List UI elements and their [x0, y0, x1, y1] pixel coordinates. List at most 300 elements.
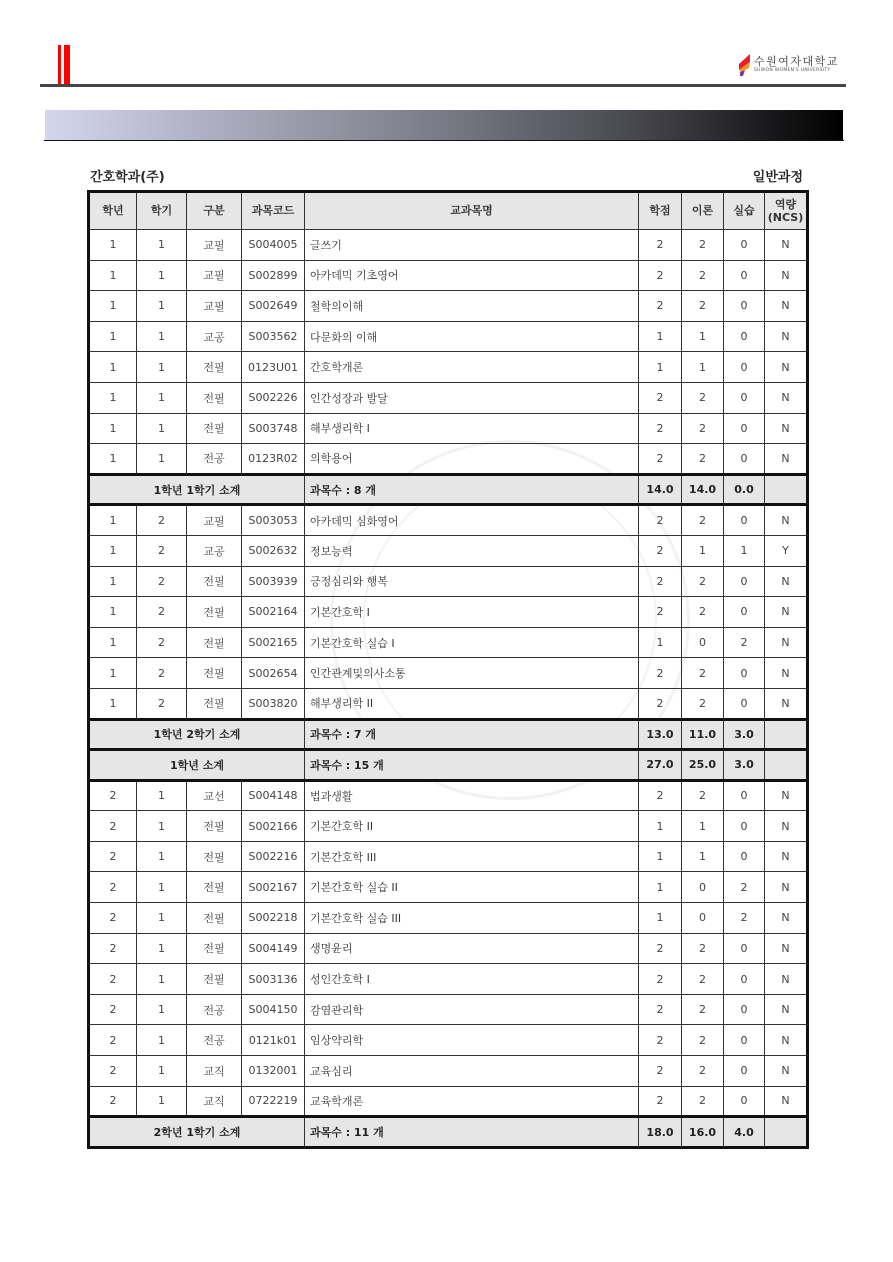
subtotal-label: 1학년 2학기 소계: [89, 719, 305, 750]
cell-year: 2: [89, 1056, 137, 1087]
cell-theory: 2: [682, 1025, 724, 1056]
course-row: [89, 566, 808, 597]
cell-semester: 2: [137, 535, 187, 566]
cell-practice: 2: [724, 903, 765, 934]
cell-category: 전공: [187, 1025, 242, 1056]
cell-theory: 2: [682, 597, 724, 628]
course-row: [89, 382, 808, 413]
cell-theory: 2: [682, 964, 724, 995]
cell-code: S002166: [242, 811, 305, 842]
accent-bar-left: [58, 45, 61, 85]
cell-year: 1: [89, 260, 137, 291]
ncs-label-line2: (NCS): [767, 211, 804, 224]
cell-category: 전필: [187, 627, 242, 658]
cell-theory: 2: [682, 230, 724, 261]
subtotal-label: 2학년 1학기 소계: [89, 1117, 305, 1148]
course-row: [89, 688, 808, 719]
cell-course-name: 철학의이해: [305, 291, 639, 322]
cell-category: 전필: [187, 933, 242, 964]
cell-credits: 2: [639, 658, 682, 689]
cell-ncs: N: [765, 505, 808, 536]
cell-ncs: N: [765, 382, 808, 413]
cell-code: 0123R02: [242, 444, 305, 475]
ncs-label-line1: 역량: [774, 197, 797, 211]
department-title: 간호학과(주): [90, 170, 165, 185]
logo-name-en: SUWON WOMEN'S UNIVERSITY: [754, 68, 831, 73]
cell-semester: 1: [137, 811, 187, 842]
cell-semester: 2: [137, 627, 187, 658]
cell-course-name: 의학용어: [305, 444, 639, 475]
subtotal-course-count: 과목수 : 7 개: [305, 719, 639, 750]
course-row: [89, 260, 808, 291]
cell-semester: 1: [137, 321, 187, 352]
col-header-category: 구분: [187, 192, 242, 230]
cell-ncs: N: [765, 964, 808, 995]
cell-code: S004150: [242, 994, 305, 1025]
cell-semester: 1: [137, 994, 187, 1025]
cell-semester: 1: [137, 444, 187, 475]
cell-semester: 2: [137, 505, 187, 536]
col-header-credits: 학점: [639, 192, 682, 230]
subtotal-practice: 3.0: [724, 750, 765, 781]
cell-category: 전필: [187, 841, 242, 872]
cell-practice: 0: [724, 964, 765, 995]
cell-credits: 2: [639, 260, 682, 291]
cell-ncs: N: [765, 260, 808, 291]
col-header-theory: 이론: [682, 192, 724, 230]
cell-code: S004005: [242, 230, 305, 261]
cell-practice: 0: [724, 841, 765, 872]
subtotal-practice: 3.0: [724, 719, 765, 750]
cell-ncs: N: [765, 933, 808, 964]
cell-category: 교직: [187, 1086, 242, 1117]
cell-year: 2: [89, 811, 137, 842]
cell-semester: 1: [137, 872, 187, 903]
cell-credits: 1: [639, 841, 682, 872]
cell-practice: 0: [724, 811, 765, 842]
cell-year: 2: [89, 872, 137, 903]
cell-course-name: 기본간호학 I: [305, 597, 639, 628]
col-header-code: 과목코드: [242, 192, 305, 230]
cell-course-name: 기본간호학 II: [305, 811, 639, 842]
cell-practice: 0: [724, 1086, 765, 1117]
cell-practice: 0: [724, 994, 765, 1025]
title-banner: [45, 110, 843, 140]
cell-course-name: 기본간호학 III: [305, 841, 639, 872]
cell-course-name: 긍정심리와 행복: [305, 566, 639, 597]
col-header-semester: 학기: [137, 192, 187, 230]
course-row: [89, 321, 808, 352]
cell-semester: 2: [137, 658, 187, 689]
cell-year: 1: [89, 352, 137, 383]
accent-bar-right: [64, 45, 70, 85]
cell-course-name: 해부생리학 II: [305, 688, 639, 719]
cell-semester: 1: [137, 260, 187, 291]
cell-year: 2: [89, 780, 137, 811]
cell-code: S003562: [242, 321, 305, 352]
subtotal-row: [89, 1117, 808, 1148]
cell-semester: 1: [137, 964, 187, 995]
cell-semester: 1: [137, 841, 187, 872]
cell-category: 교필: [187, 291, 242, 322]
cell-ncs: Y: [765, 535, 808, 566]
cell-ncs: N: [765, 627, 808, 658]
col-header-ncs: [765, 192, 808, 230]
cell-year: 1: [89, 321, 137, 352]
cell-credits: 2: [639, 1086, 682, 1117]
cell-theory: 1: [682, 811, 724, 842]
cell-practice: 1: [724, 535, 765, 566]
course-row: [89, 780, 808, 811]
cell-practice: 2: [724, 627, 765, 658]
cell-category: 전공: [187, 444, 242, 475]
cell-credits: 2: [639, 535, 682, 566]
cell-credits: 1: [639, 352, 682, 383]
cell-category: 전필: [187, 413, 242, 444]
cell-credits: 2: [639, 597, 682, 628]
cell-category: 전필: [187, 597, 242, 628]
cell-ncs: N: [765, 597, 808, 628]
cell-ncs: N: [765, 658, 808, 689]
cell-code: S002216: [242, 841, 305, 872]
cell-credits: 1: [639, 811, 682, 842]
cell-semester: 1: [137, 1086, 187, 1117]
cell-theory: 1: [682, 535, 724, 566]
table-header-row: [89, 192, 808, 230]
cell-credits: 2: [639, 382, 682, 413]
cell-code: S002167: [242, 872, 305, 903]
cell-semester: 1: [137, 291, 187, 322]
cell-semester: 1: [137, 1025, 187, 1056]
cell-code: S003820: [242, 688, 305, 719]
cell-ncs: N: [765, 780, 808, 811]
cell-category: 교필: [187, 230, 242, 261]
cell-credits: 2: [639, 688, 682, 719]
cell-credits: 2: [639, 1056, 682, 1087]
course-row: [89, 964, 808, 995]
cell-theory: 2: [682, 505, 724, 536]
cell-theory: 2: [682, 994, 724, 1025]
cell-practice: 0: [724, 230, 765, 261]
cell-credits: 2: [639, 994, 682, 1025]
cell-theory: 2: [682, 688, 724, 719]
subtotal-theory: 25.0: [682, 750, 724, 781]
cell-course-name: 성인간호학 I: [305, 964, 639, 995]
banner-rule: [44, 140, 844, 141]
cell-category: 교선: [187, 780, 242, 811]
cell-course-name: 법과생활: [305, 780, 639, 811]
cell-ncs: N: [765, 688, 808, 719]
cell-year: 1: [89, 688, 137, 719]
cell-practice: 0: [724, 780, 765, 811]
subtotal-course-count: 과목수 : 11 개: [305, 1117, 639, 1148]
cell-code: S002165: [242, 627, 305, 658]
cell-ncs: N: [765, 291, 808, 322]
cell-practice: 0: [724, 382, 765, 413]
cell-credits: 1: [639, 627, 682, 658]
cell-semester: 1: [137, 933, 187, 964]
cell-credits: 2: [639, 964, 682, 995]
cell-practice: 0: [724, 321, 765, 352]
cell-ncs: N: [765, 1086, 808, 1117]
cell-category: 교직: [187, 1056, 242, 1087]
cell-semester: 2: [137, 566, 187, 597]
cell-code: S002632: [242, 535, 305, 566]
subtotal-row: [89, 750, 808, 781]
cell-year: 1: [89, 444, 137, 475]
course-row: [89, 1056, 808, 1087]
cell-year: 1: [89, 627, 137, 658]
course-row: [89, 903, 808, 934]
cell-course-name: 기본간호학 실습 II: [305, 872, 639, 903]
cell-ncs: N: [765, 352, 808, 383]
cell-practice: 0: [724, 658, 765, 689]
cell-course-name: 인간관계및의사소통: [305, 658, 639, 689]
cell-year: 1: [89, 230, 137, 261]
subtotal-ncs: [765, 1117, 808, 1148]
cell-year: 2: [89, 1025, 137, 1056]
cell-code: S004148: [242, 780, 305, 811]
cell-year: 2: [89, 903, 137, 934]
cell-practice: 0: [724, 1025, 765, 1056]
course-row: [89, 535, 808, 566]
subtotal-ncs: [765, 750, 808, 781]
cell-theory: 2: [682, 658, 724, 689]
cell-theory: 2: [682, 566, 724, 597]
cell-ncs: N: [765, 903, 808, 934]
cell-ncs: N: [765, 811, 808, 842]
cell-code: S004149: [242, 933, 305, 964]
subtotal-ncs: [765, 719, 808, 750]
cell-code: S003136: [242, 964, 305, 995]
course-row: [89, 1086, 808, 1117]
course-row: [89, 1025, 808, 1056]
cell-credits: 2: [639, 780, 682, 811]
course-row: [89, 841, 808, 872]
cell-course-name: 다문화의 이해: [305, 321, 639, 352]
cell-code: 0132001: [242, 1056, 305, 1087]
course-row: [89, 933, 808, 964]
cell-category: 전필: [187, 872, 242, 903]
cell-category: 교필: [187, 505, 242, 536]
cell-theory: 2: [682, 1086, 724, 1117]
cell-code: S003748: [242, 413, 305, 444]
cell-practice: 0: [724, 260, 765, 291]
cell-semester: 1: [137, 903, 187, 934]
cell-category: 전필: [187, 903, 242, 934]
cell-course-name: 정보능력: [305, 535, 639, 566]
cell-year: 1: [89, 382, 137, 413]
cell-ncs: N: [765, 321, 808, 352]
cell-ncs: N: [765, 994, 808, 1025]
cell-course-name: 아카데믹 기초영어: [305, 260, 639, 291]
university-logo: [737, 52, 847, 80]
cell-ncs: N: [765, 413, 808, 444]
cell-credits: 1: [639, 321, 682, 352]
subtotal-ncs: [765, 474, 808, 505]
cell-category: 교공: [187, 535, 242, 566]
cell-course-name: 생명윤리: [305, 933, 639, 964]
cell-course-name: 교육학개론: [305, 1086, 639, 1117]
cell-year: 2: [89, 964, 137, 995]
cell-semester: 1: [137, 780, 187, 811]
cell-semester: 1: [137, 1056, 187, 1087]
cell-code: S002654: [242, 658, 305, 689]
cell-theory: 1: [682, 841, 724, 872]
track-label: 일반과정: [752, 170, 803, 185]
cell-practice: 0: [724, 413, 765, 444]
flame-icon: [737, 54, 751, 76]
cell-semester: 2: [137, 597, 187, 628]
cell-year: 2: [89, 841, 137, 872]
cell-practice: 0: [724, 1056, 765, 1087]
col-header-practice: 실습: [724, 192, 765, 230]
cell-year: 1: [89, 658, 137, 689]
cell-theory: 2: [682, 780, 724, 811]
cell-theory: 1: [682, 352, 724, 383]
cell-code: 0121k01: [242, 1025, 305, 1056]
cell-category: 전필: [187, 352, 242, 383]
cell-code: S002164: [242, 597, 305, 628]
course-row: [89, 413, 808, 444]
cell-ncs: N: [765, 1056, 808, 1087]
course-row: [89, 291, 808, 322]
cell-practice: 0: [724, 566, 765, 597]
cell-category: 교공: [187, 321, 242, 352]
cell-category: 전필: [187, 964, 242, 995]
cell-practice: 0: [724, 291, 765, 322]
subtotal-credits: 18.0: [639, 1117, 682, 1148]
cell-category: 교필: [187, 260, 242, 291]
course-row: [89, 352, 808, 383]
cell-theory: 0: [682, 627, 724, 658]
cell-practice: 0: [724, 688, 765, 719]
cell-theory: 2: [682, 444, 724, 475]
subtotal-label: 1학년 1학기 소계: [89, 474, 305, 505]
header-rule: [40, 84, 846, 87]
subtotal-credits: 13.0: [639, 719, 682, 750]
cell-category: 전필: [187, 658, 242, 689]
course-row: [89, 597, 808, 628]
cell-category: 전공: [187, 994, 242, 1025]
cell-theory: 0: [682, 872, 724, 903]
subtotal-row: [89, 719, 808, 750]
subtotal-theory: 16.0: [682, 1117, 724, 1148]
cell-credits: 2: [639, 1025, 682, 1056]
subtotal-course-count: 과목수 : 8 개: [305, 474, 639, 505]
cell-ncs: N: [765, 841, 808, 872]
cell-category: 전필: [187, 688, 242, 719]
cell-code: S002649: [242, 291, 305, 322]
cell-course-name: 인간성장과 발달: [305, 382, 639, 413]
course-row: [89, 505, 808, 536]
cell-practice: 0: [724, 505, 765, 536]
cell-year: 1: [89, 291, 137, 322]
cell-ncs: N: [765, 444, 808, 475]
cell-credits: 2: [639, 505, 682, 536]
cell-year: 2: [89, 994, 137, 1025]
cell-ncs: N: [765, 872, 808, 903]
cell-year: 1: [89, 413, 137, 444]
curriculum-table: [87, 190, 809, 1149]
cell-practice: 0: [724, 352, 765, 383]
cell-year: 1: [89, 505, 137, 536]
cell-course-name: 기본간호학 실습 III: [305, 903, 639, 934]
cell-course-name: 간호학개론: [305, 352, 639, 383]
cell-code: 0722219: [242, 1086, 305, 1117]
cell-semester: 2: [137, 688, 187, 719]
course-row: [89, 994, 808, 1025]
cell-course-name: 임상약리학: [305, 1025, 639, 1056]
course-row: [89, 444, 808, 475]
cell-theory: 2: [682, 933, 724, 964]
course-row: [89, 230, 808, 261]
cell-course-name: 해부생리학 I: [305, 413, 639, 444]
subtotal-row: [89, 474, 808, 505]
cell-credits: 2: [639, 566, 682, 597]
cell-course-name: 감염관리학: [305, 994, 639, 1025]
subtotal-practice: 0.0: [724, 474, 765, 505]
subtotal-label: 1학년 소계: [89, 750, 305, 781]
subtotal-credits: 14.0: [639, 474, 682, 505]
cell-course-name: 아카데믹 심화영어: [305, 505, 639, 536]
cell-credits: 2: [639, 413, 682, 444]
cell-category: 전필: [187, 566, 242, 597]
cell-credits: 2: [639, 230, 682, 261]
cell-year: 2: [89, 1086, 137, 1117]
cell-practice: 0: [724, 933, 765, 964]
cell-credits: 2: [639, 291, 682, 322]
subtotal-theory: 11.0: [682, 719, 724, 750]
cell-theory: 2: [682, 1056, 724, 1087]
cell-code: S003939: [242, 566, 305, 597]
cell-theory: 0: [682, 903, 724, 934]
cell-semester: 1: [137, 413, 187, 444]
cell-theory: 2: [682, 382, 724, 413]
cell-theory: 2: [682, 260, 724, 291]
cell-code: S002899: [242, 260, 305, 291]
cell-theory: 2: [682, 291, 724, 322]
cell-credits: 2: [639, 444, 682, 475]
cell-year: 1: [89, 597, 137, 628]
cell-credits: 1: [639, 903, 682, 934]
cell-semester: 1: [137, 382, 187, 413]
cell-category: 전필: [187, 382, 242, 413]
course-row: [89, 658, 808, 689]
cell-year: 1: [89, 566, 137, 597]
cell-ncs: N: [765, 566, 808, 597]
cell-code: 0123U01: [242, 352, 305, 383]
cell-course-name: 교육심리: [305, 1056, 639, 1087]
cell-theory: 2: [682, 413, 724, 444]
cell-semester: 1: [137, 352, 187, 383]
cell-category: 전필: [187, 811, 242, 842]
cell-practice: 0: [724, 597, 765, 628]
cell-theory: 1: [682, 321, 724, 352]
cell-practice: 0: [724, 444, 765, 475]
cell-semester: 1: [137, 230, 187, 261]
col-header-course-name: 교과목명: [305, 192, 639, 230]
logo-name-kr: 수원여자대학교: [754, 55, 839, 68]
cell-code: S003053: [242, 505, 305, 536]
cell-credits: 1: [639, 872, 682, 903]
course-row: [89, 627, 808, 658]
cell-year: 1: [89, 535, 137, 566]
cell-credits: 2: [639, 933, 682, 964]
subtotal-practice: 4.0: [724, 1117, 765, 1148]
course-row: [89, 811, 808, 842]
subtotal-course-count: 과목수 : 15 개: [305, 750, 639, 781]
